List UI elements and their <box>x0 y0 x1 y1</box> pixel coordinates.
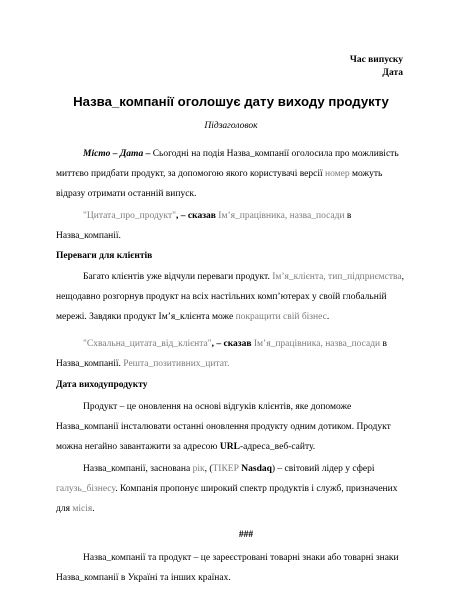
trademark-paragraph <box>56 548 406 588</box>
quote2-said: , – сказав <box>211 339 254 349</box>
release-text-a: Продукт – це оновлення на основі відгуків клієнтів, яке допоможе Назва_компанії інсталювати останні оновлення продукту одним дотиком. Продукт можна негайно завантажити за адресою <box>56 402 391 452</box>
mission-placeholder: місія <box>72 504 93 514</box>
quote2-paragraph <box>56 334 406 374</box>
about-text-c: ) – світовий лідер у сфері <box>271 464 375 474</box>
client-quote: "Схвальна_цитата_від_клієнта" <box>83 339 212 349</box>
product-quote: "Цитата_про_продукт" <box>83 211 177 221</box>
improve-placeholder: покращити свій бізнес <box>235 312 327 322</box>
quote1-paragraph <box>56 206 406 246</box>
intro-paragraph <box>56 144 406 204</box>
quote2-company: в Назва_компанії. <box>56 339 387 369</box>
release-date-heading: Дата виходупродукту <box>56 380 148 390</box>
trademark-text: Назва_компанії та продукт – це зареєстровані товарні знаки або товарні знаки Назва_компанії в Україні та інших країнах. <box>56 553 399 583</box>
year-placeholder: рік <box>192 464 205 474</box>
subtitle: Підзаголовок <box>204 121 258 131</box>
version-placeholder: номер <box>325 169 350 179</box>
about-text-b: , ( <box>204 464 213 474</box>
release-paragraph <box>56 397 406 457</box>
about-text-e: . <box>92 504 95 514</box>
industry-placeholder: галузь_бізнесу <box>56 484 116 494</box>
benefits-text-c: . <box>326 312 330 322</box>
quote1-person: Ім’я_працівника, назва_посади <box>218 211 345 221</box>
intro-dash: – <box>143 149 153 159</box>
about-paragraph <box>56 459 406 519</box>
release-text-b: -адреса_веб-сайту. <box>239 442 316 452</box>
quote2-person: Ім’я_працівника, назва_посади <box>253 339 381 349</box>
client-placeholder: Ім’я_клієнта, тип_підприємства <box>272 272 402 282</box>
quote1-company: в Назва_компанії. <box>56 211 352 241</box>
quote1-said: , – сказав <box>176 211 219 221</box>
benefits-text-b: , нещодавно розгорнув продукт на всіх настільних комп’ютерах у своїй глобальній мережі. Завдяки продукт Ім’я_клієнта може <box>56 272 405 322</box>
ticker-placeholder: ТІКЕР <box>212 464 239 474</box>
rest-quotes-placeholder: Решта_позитивних_цитат. <box>123 359 230 369</box>
release-time-label: Час випуску <box>349 55 403 65</box>
end-mark: ### <box>238 530 254 540</box>
nasdaq-label: Nasdaq <box>238 464 272 474</box>
benefits-heading: Переваги для клієнтів <box>56 251 153 261</box>
url-label: URL <box>219 442 240 452</box>
benefits-text-a: Багато клієнтів уже відчули переваги продукт. <box>83 272 273 282</box>
about-text-d: . Компанія пропонує широкий спектр продуктів і служб, призначених для <box>56 484 398 514</box>
date-label: Дата <box>382 68 403 78</box>
intro-text-b: можуть відразу отримати останній випуск. <box>56 169 383 199</box>
page-title: Назва_компанії оголошує дату виходу продукту <box>73 94 389 109</box>
intro-text-a: Сьогодні на подія Назва_компанії оголосила про можливість миттєво придбати продукт, за допомогою якого користувачі версії <box>56 149 399 179</box>
benefits-paragraph <box>56 267 406 327</box>
city-date: Місто – Дата <box>83 149 144 159</box>
about-text-a: Назва_компанії, заснована <box>83 464 193 474</box>
